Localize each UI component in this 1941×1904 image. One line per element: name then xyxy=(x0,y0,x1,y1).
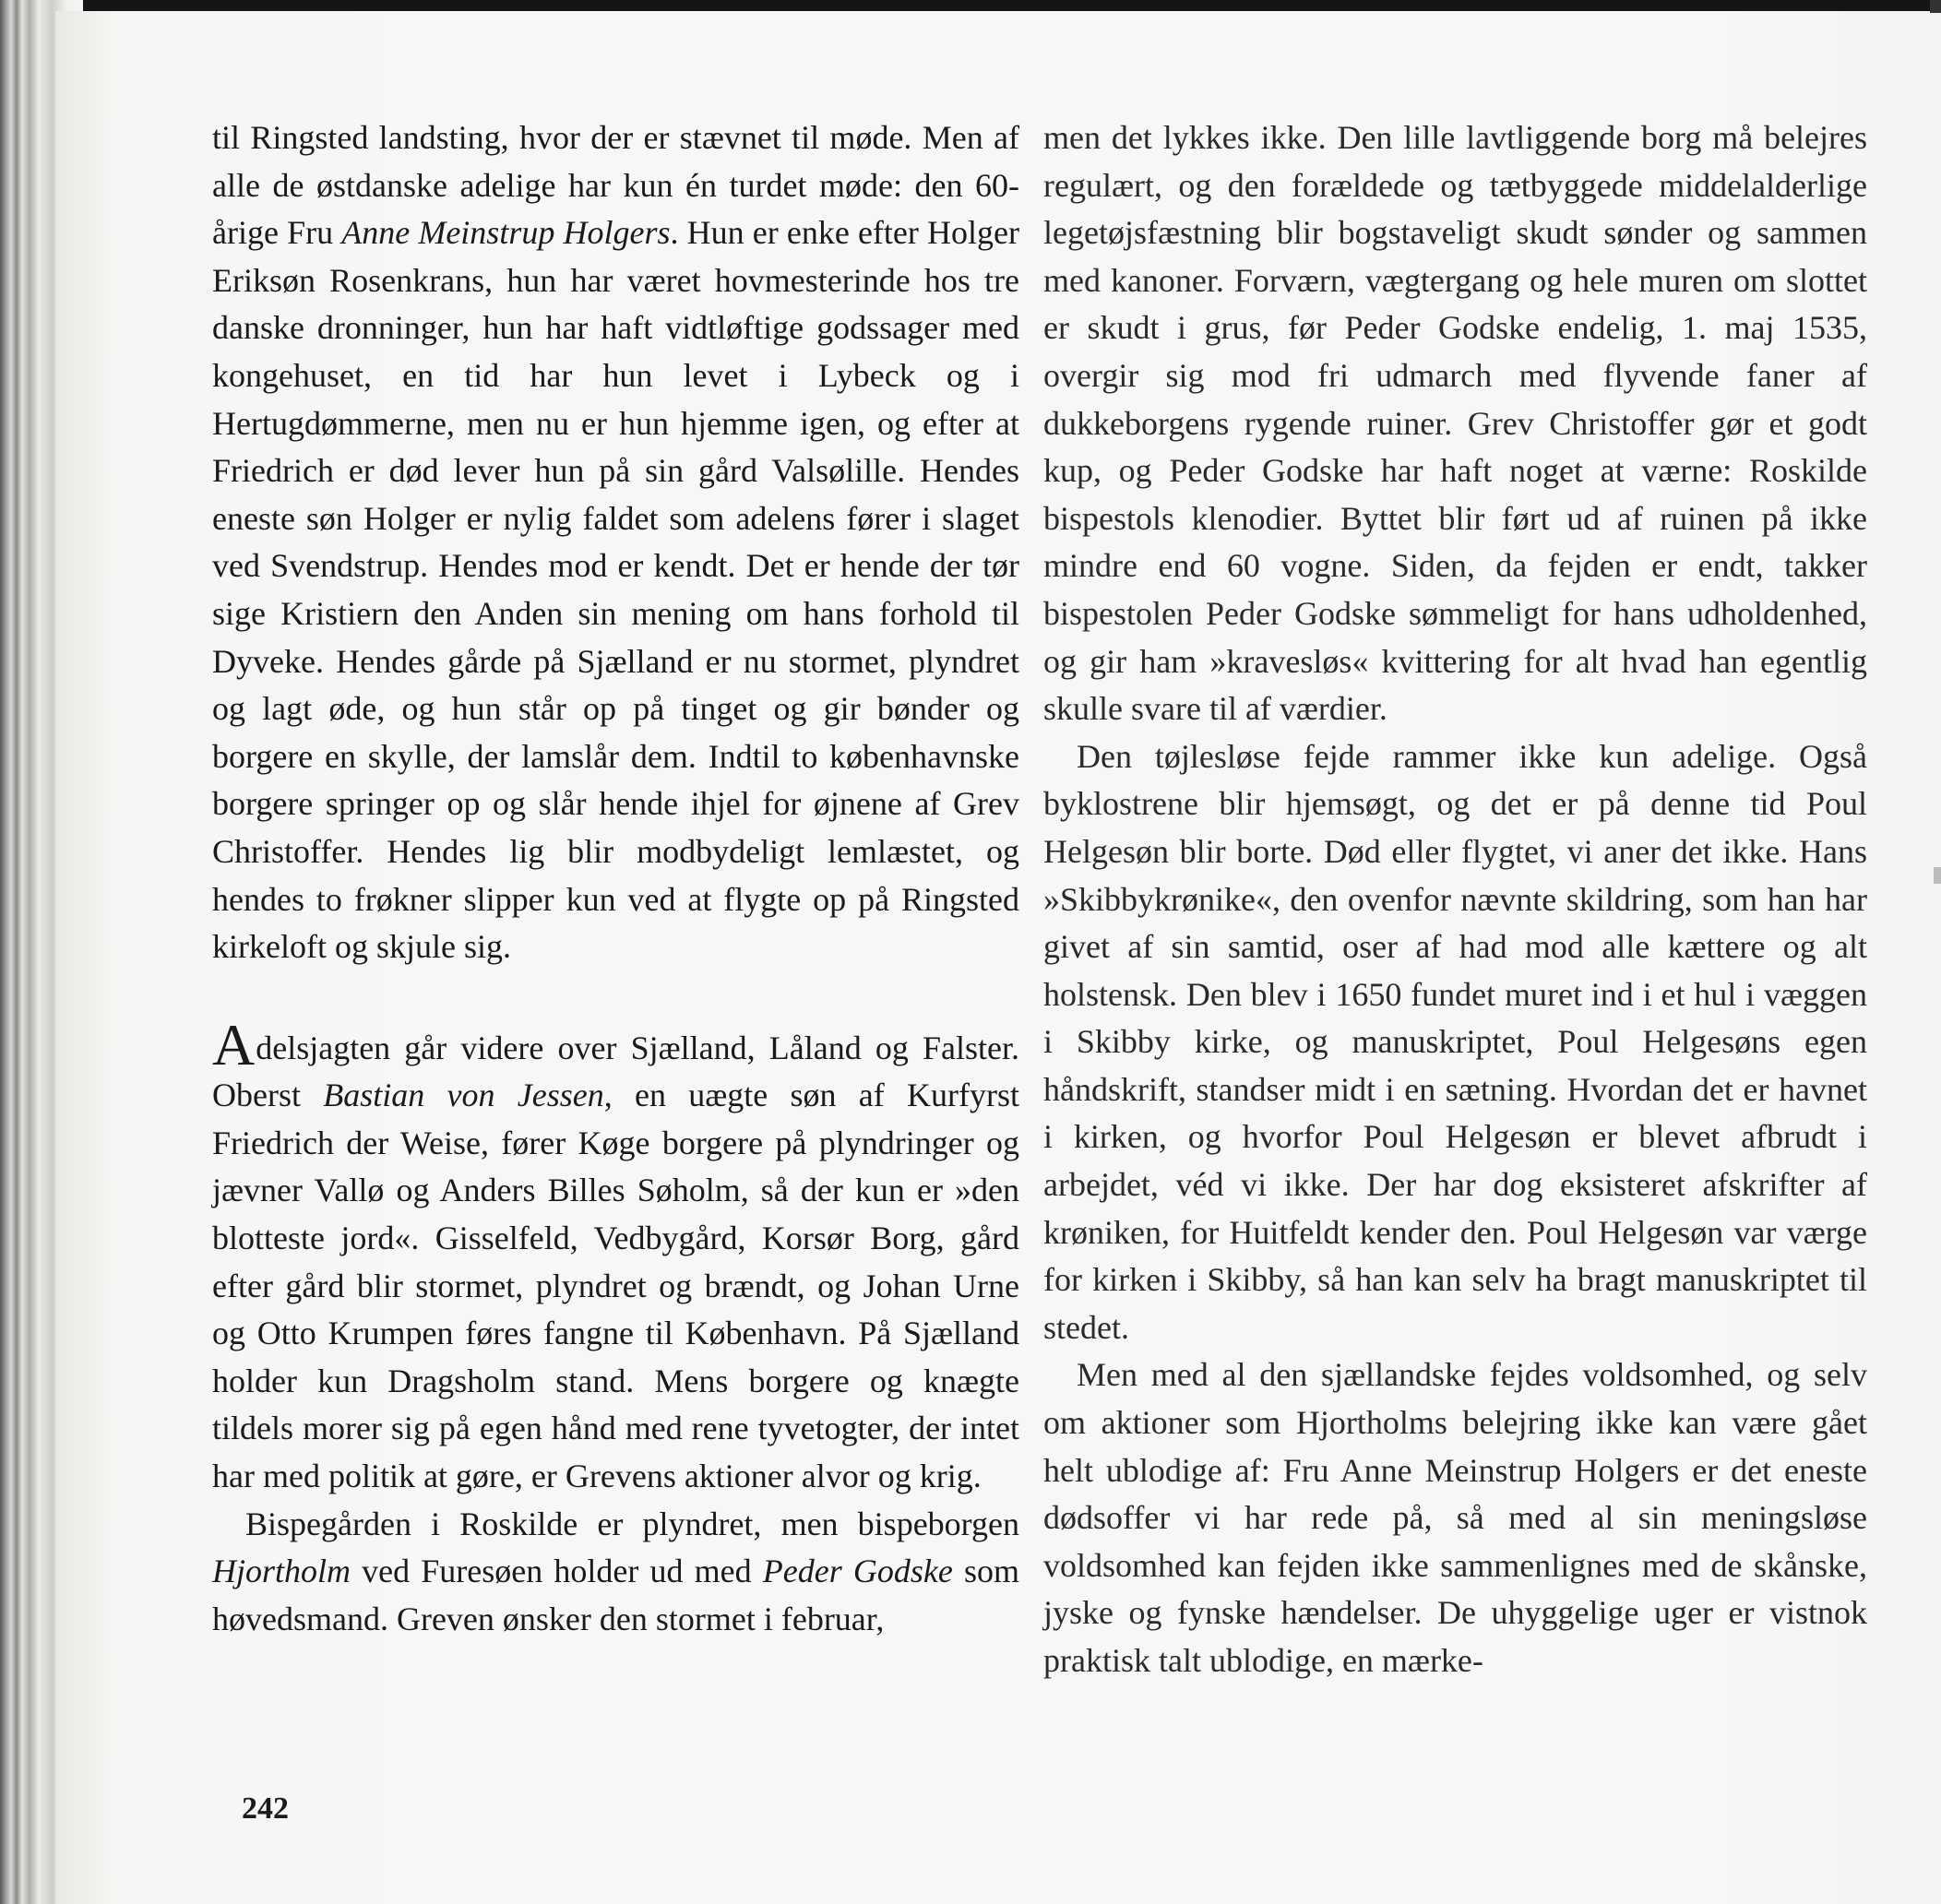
italic-name: Hjortholm xyxy=(212,1553,351,1590)
page-number: 242 xyxy=(242,1791,289,1826)
paragraph xyxy=(1043,114,1867,733)
right-edge-mark xyxy=(1934,867,1941,884)
paragraph xyxy=(212,1501,1019,1644)
drop-cap: A xyxy=(212,1011,256,1077)
text-run: som høvedsmand. Greven ønsker den stormet i februar, xyxy=(212,1553,1020,1637)
text-run: . Hun er enke efter Holger Eriksøn Rosenkrans, hun har været hovmesterinde hos tre danske dronninger, hun har haft vidtløftige godssager med kongehuset, en tid har hun levet i Lybeck og i Hertugdømmerne, men nu er hun hjemme igen, og efter at Friedrich er død lever hun på sin gård Valsølille. Hendes eneste søn Holger er nylig faldet som adelens fører i slaget ved Svendstrup. Hendes mod er kendt. Det er hende der tør sige Kristiern den Anden sin mening om hans forhold til Dyveke. Hendes gårde på Sjælland er nu stormet, plyndret og lagt øde, og hun står op på tinget og gir bønder og borgere en skylle, der lamslår dem. Indtil to københavnske borgere springer op og slår hende ihjel for øjnene af Grev Christoffer. Hendes lig blir modbydeligt lemlæstet, og hendes to frøkner slipper kun ved at flygte op på Ringsted kirkeloft og skjule sig. xyxy=(212,214,1019,966)
paragraph xyxy=(212,114,1019,971)
paragraph xyxy=(1043,733,1867,1352)
right-edge-mark xyxy=(1930,0,1941,13)
italic-name: Peder Godske xyxy=(762,1553,953,1590)
italic-name: Bastian von Jessen xyxy=(323,1077,604,1114)
text-run: Bispegården i Roskilde er plyndret, men bispeborgen xyxy=(245,1505,1019,1542)
text-run: Den tøjlesløse fejde rammer ikke kun adelige. Også byklostrene blir hjemsøgt, og det er på denne tid Poul Helgesøn blir borte. Død eller flygtet, vi aner det ikke. Hans »Skibbykrønike«, den ovenfor nævnte skildring, som han har givet af sin samtid, oser af had mod alle kættere og alt holstensk. Den blev i 1650 fundet muret ind i et hul i væggen i Skibby kirke, og manuskriptet, Poul Helgesøns egen håndskrift, standser midt i en sætning. Hvordan det er havnet i kirken, og hvorfor Poul Helgesøn er blevet afbrudt i arbejdet, véd vi ikke. Der har dog eksisteret afskrifter af krøniken, for Huitfeldt kender den. Poul Helgesøn var værge for kirken i Skibby, så han kan selv ha bragt manuskriptet til stedet. xyxy=(1043,737,1867,1346)
book-page xyxy=(55,11,1941,1904)
text-run: men det lykkes ikke. Den lille lavtliggende borg må belejres regulært, og den forældede og tætbyggede middelalderlige legetøjsfæstning blir bogstaveligt skudt sønder og sammen med kanoner. Forværn, vægtergang og hele muren om slottet er skudt i grus, før Peder Godske endelig, 1. maj 1535, overgir sig mod fri udmarch med flyvende faner af dukkeborgens rygende ruiner. Grev Christoffer gør et godt kup, og Peder Godske har haft noget at værne: Roskilde bispestols klenodier. Byttet blir ført ud af ruinen på ikke mindre end 60 vogne. Siden, da fejden er endt, takker bispestolen Peder Godske sømmeligt for hans udholdenhed, og gir ham »kravesløs« kvittering for alt hvad han egentlig skulle svare til af værdier. xyxy=(1043,119,1867,728)
paragraph-section-start xyxy=(212,1011,1020,1501)
text-run: til Ringsted landsting, hvor der er stævnet til møde. Men af alle de østdanske adelige har kun én turdet møde: den 60-årige Fru xyxy=(212,119,1019,252)
paragraph xyxy=(1043,1351,1867,1684)
left-text-column xyxy=(212,114,1019,1643)
text-run: ved Furesøen holder ud med xyxy=(351,1553,763,1590)
right-text-column xyxy=(1043,114,1867,1685)
italic-name: Anne Meinstrup Holgers xyxy=(341,214,671,252)
text-run: Men med al den sjællandske fejdes voldsomhed, og selv om aktioner som Hjortholms belejring ikke kan være gået helt ublodige af: Fru Anne Meinstrup Holgers er det eneste dødsoffer vi har rede på, så med al sin meningsløse voldsomhed kan fejden ikke sammenlignes med de skånske, jyske og fynske hændelser. De uhyggelige uger er vistnok praktisk talt ublodige, en mærke- xyxy=(1043,1356,1867,1679)
text-run: , en uægte søn af Kurfyrst Friedrich der Weise, fører Køge borgere på plyndringer og jævner Vallø og Anders Billes Søholm, så der kun er »den blotteste jord«. Gisselfeld, Vedbygård, Korsør Borg, gård efter gård blir stormet, plyndret og brændt, og Johan Urne og Otto Krumpen føres fangne til København. På Sjælland holder kun Dragsholm stand. Mens borgere og knægte tildels morer sig på egen hånd med rene tyvetogter, der intet har med politik at gøre, er Grevens aktioner alvor og krig. xyxy=(212,1077,1020,1495)
text-run: delsjagten går videre over Sjælland, Låland og Falster. Oberst xyxy=(212,1029,1019,1114)
